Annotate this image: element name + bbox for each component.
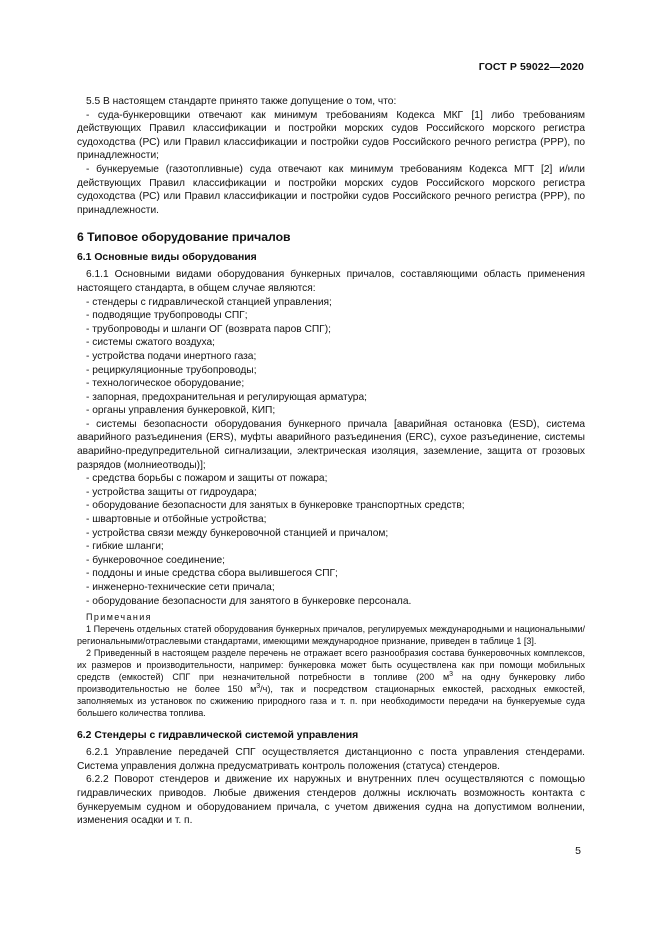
page-number: 5 — [575, 845, 581, 857]
paragraph-6-2-1: 6.2.1 Управление передачей СПГ осуществляется дистанционно с поста управления стендерами. Система управления должна предусматривать контроль положения (статуса) стендеров. — [77, 747, 585, 772]
list-item: - подводящие трубопроводы СПГ; — [86, 310, 248, 322]
superscript-3: 3 — [449, 671, 454, 679]
list-item: - системы сжатого воздуха; — [86, 337, 215, 349]
section-6-title: 6 Типовое оборудование причалов — [77, 230, 291, 245]
paragraph-6-2-2: 6.2.2 Поворот стендеров и движение их наружных и внутренних плеч осуществляются с помощью гидравлических приводов. Любые движения стендеров должны исключать возможность контакта с бункеруемым судном и оборудованием причала, с учетом движения судна на допустимом волнении, изменения осадки и т. п. — [77, 774, 585, 827]
list-item: - устройства связи между бункеровочной станцией и причалом; — [86, 527, 389, 539]
paragraph-5-5-bullet-1: - суда-бункеровщики отвечают как минимум требованиям Кодекса МКГ [1] либо требованиям действующих Правил классификации и постройки морских судов Российского морского регистра судоходства (РС) или Правил классификации и постройки судов Российского речного регистра (РРР), по принадлежности; — [77, 109, 585, 162]
list-item: - оборудование безопасности для занятого в бункеровке персонала. — [86, 595, 412, 607]
equipment-list-a — [77, 296, 585, 418]
paragraph-5-5-intro: 5.5 В настоящем стандарте принято также допущение о том, что: — [86, 96, 397, 107]
list-item-safety-systems: - системы безопасности оборудования бункерного причала [аварийная остановка (ESD), система аварийного разъединения (ERS), муфты аварийного разъединения (ERC), сухое разъединение, системы аварийно-предупредительной сигнализации, электрическая изоляция, заземление, защита от грозовых разрядов (молниеотводы)]; — [77, 418, 585, 471]
list-item: - средства борьбы с пожаром и защиты от пожара; — [86, 473, 328, 485]
list-item: - рециркуляционные трубопроводы; — [86, 364, 257, 376]
list-item: - запорная, предохранительная и регулирующая арматура; — [86, 391, 367, 403]
list-item: - технологическое оборудование; — [86, 378, 245, 390]
list-item: - инженерно-технические сети причала; — [86, 582, 275, 593]
note-1: 1 Перечень отдельных статей оборудования бункерных причалов, регулируемых международными и национальными/региональными/отраслевыми стандартами, имеющими международное признание, приведен в таблице 1 [3]. — [77, 624, 585, 647]
page-content — [77, 95, 585, 828]
note-2 — [77, 647, 585, 719]
note-2-part-1: 2 Приведенный в настоящем разделе перечень не отражает всего разнообразия состава бункеровочных комплексов, их размеров и производительности, например: бункеровка может быть осуществлена как при помощи мобильных средств (емкостей) СПГ при незначительной потребности в топливе (200 м — [77, 648, 585, 683]
superscript-3: 3 — [256, 683, 261, 691]
list-item: - стендеры с гидравлической станцией управления; — [86, 296, 332, 308]
notes-title: Примечания — [86, 612, 152, 623]
list-item: - оборудование безопасности для занятых в бункеровке транспортных средств; — [86, 500, 465, 512]
list-item: - гибкие шланги; — [86, 541, 164, 553]
list-item: - устройства защиты от гидроудара; — [86, 486, 257, 498]
equipment-list-b — [77, 472, 585, 608]
paragraph-6-1-1: 6.1.1 Основными видами оборудования бункерных причалов, составляющими область применения настоящего стандарта, в общем случае являются: — [77, 269, 585, 294]
paragraph-5-5-bullet-2: - бункеруемые (газотопливные) суда отвечают как минимум требованиям Кодекса МГТ [2] и/или действующих Правил классификации и постройки морских судов Российского морского регистра судоходства (РС) или Правил классификации и постройки судов Российского речного регистра (РРР), по принадлежности. — [77, 163, 585, 216]
list-item: - бункеровочное соединение; — [86, 554, 226, 566]
list-item: - поддоны и иные средства сбора вылившегося СПГ; — [86, 568, 338, 580]
list-item: - устройства подачи инертного газа; — [86, 350, 257, 362]
list-item: - органы управления бункеровкой, КИП; — [86, 405, 276, 417]
list-item: - трубопроводы и шланги ОГ (возврата паров СПГ); — [86, 323, 331, 335]
note-2-part-3: /ч), так и посредством стационарных емкостей, расходных емкостей, заполняемых из установок по сжижению природного газа и т. п. при необходимости передачи на бункеруемые суда большего количества топлива. — [77, 684, 586, 719]
subsection-6-1-title: 6.1 Основные виды оборудования — [77, 252, 257, 264]
document-code: ГОСТ Р 59022—2020 — [478, 61, 584, 73]
note-2-part-2: на одну бункеровку либо производительностью не более 150 м — [77, 672, 586, 695]
list-item: - швартовные и отбойные устройства; — [86, 514, 267, 526]
subsection-6-2-title: 6.2 Стендеры с гидравлической системой управления — [77, 730, 359, 742]
